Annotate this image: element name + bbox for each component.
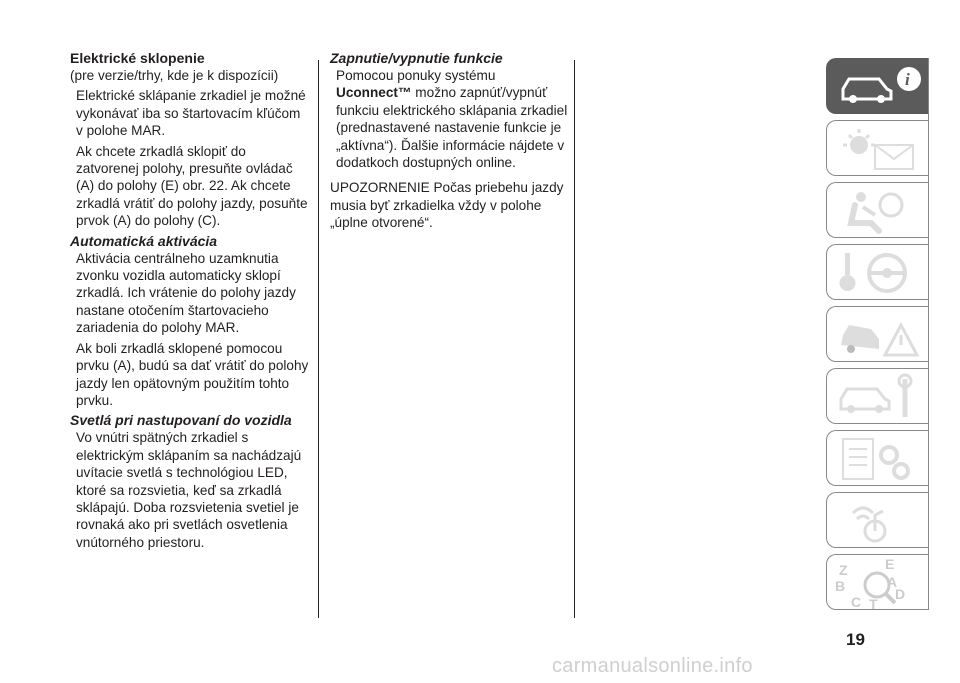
- column-divider: [574, 60, 575, 618]
- multimedia-music-icon: [835, 497, 925, 545]
- car-info-icon: [835, 63, 925, 111]
- index-letter: A: [887, 574, 898, 590]
- key-steering-wheel-icon: [835, 249, 925, 297]
- paragraph: Aktivácia centrálneho uzamknutia zvonku vozidla automaticky sklopí zrkadlá. Ich vrátenie do polohy jazdy nastane otočením štartovacieho zariadenia do polohy MAR.: [76, 250, 296, 336]
- column-divider: [318, 60, 319, 618]
- footer-watermark: carmanualsonline.info: [552, 655, 753, 677]
- paragraph: Elektrické sklápanie zrkadiel je možné vykonávať iba so štartovacím kľúčom v polohe MAR.: [76, 88, 306, 139]
- tab-warning-lights[interactable]: [826, 120, 928, 176]
- specifications-gears-icon: [835, 435, 925, 483]
- index-letter: C: [851, 594, 862, 610]
- warning-lights-message-icon: [835, 125, 925, 173]
- left-column: [70, 50, 310, 554]
- section-heading: Automatická aktivácia: [70, 232, 218, 249]
- index-letter: D: [895, 586, 906, 602]
- tab-technical-data[interactable]: [826, 430, 928, 486]
- paragraph: Ak chcete zrkadlá sklopiť do zatvorenej polohy, presuňte ovládač (A) do polohy (E) obr. 22. Ak chcete zrkadlá vrátiť do polohy jazdy, posuňte prvok (A) do polohy (C).: [76, 143, 308, 229]
- index-letter: E: [885, 559, 895, 572]
- paragraph: Vo vnútri spätných zrkadiel s elektrickým sklápaním sa nachádzajú uvítacie svetlá s technológiou LED, ktoré sa rozsvietia, keď sa zrkadlá sklápajú. Doba rozsvietenia svetiel je rovnaká ako pri svetlách osvetlenia vnútorného priestoru.: [76, 430, 302, 550]
- paragraph-text: možno zapnúť/vypnúť funkciu elektrického sklápania zrkadiel (prednastavené nastavenie funkcie je „aktívna“). Ďalšie informácie nájdete v dodatkoch dostupných online.: [336, 85, 568, 171]
- page-number: 19: [846, 630, 865, 649]
- car-crash-warning-icon: [835, 311, 925, 359]
- svg-text:i: i: [905, 70, 910, 89]
- section-heading: Elektrické sklopenie: [70, 50, 205, 66]
- car-wrench-icon: [835, 373, 925, 421]
- tab-rail-line: [928, 58, 929, 610]
- tab-index[interactable]: [826, 554, 928, 610]
- tab-safety[interactable]: [826, 182, 928, 238]
- index-letter: Z: [839, 562, 848, 578]
- tab-multimedia[interactable]: [826, 492, 928, 548]
- paragraph: [336, 67, 570, 171]
- tab-starting-driving[interactable]: [826, 244, 928, 300]
- warning-note: UPOZORNENIE Počas priebehu jazdy musia byť zrkadielka vždy v polohe „úplne otvorené“.: [330, 180, 564, 231]
- right-column: [330, 50, 570, 238]
- tab-servicing[interactable]: [826, 368, 928, 424]
- brand-name: Uconnect™: [336, 85, 412, 101]
- paragraph-text: Pomocou ponuky systému: [336, 68, 496, 83]
- tab-emergency[interactable]: [826, 306, 928, 362]
- index-letter: B: [835, 578, 846, 594]
- section-subheading: (pre verzie/trhy, kde je k dispozícii): [70, 68, 279, 83]
- section-heading: Svetlá pri nastupovaní do vozidla: [70, 412, 292, 429]
- alphabetical-index-icon: [835, 559, 925, 611]
- airbag-seat-icon: [835, 187, 925, 235]
- paragraph: Ak boli zrkadlá sklopené pomocou prvku (A), budú sa dať vrátiť do polohy jazdy len opätovným použitím tohto prvku.: [76, 340, 309, 408]
- tab-car-info[interactable]: [826, 58, 928, 114]
- section-heading: Zapnutie/vypnutie funkcie: [330, 50, 503, 66]
- index-letter: T: [869, 596, 878, 611]
